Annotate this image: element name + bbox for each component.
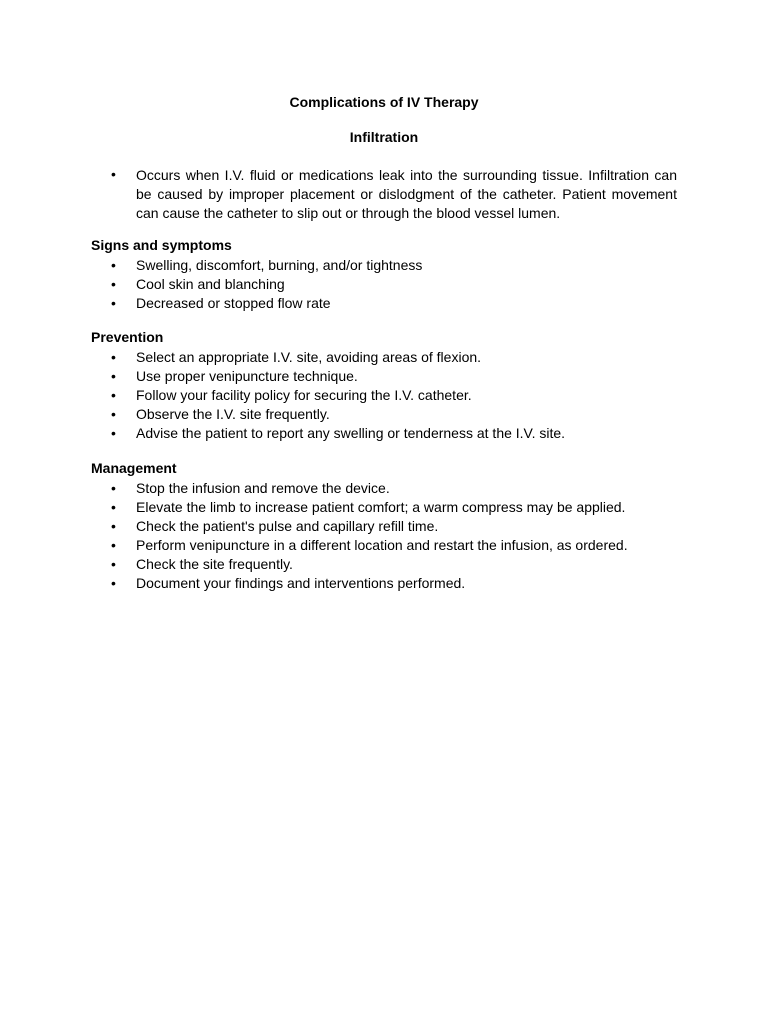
bullet-marker: • — [111, 349, 116, 365]
document-title: Complications of IV Therapy — [289, 94, 479, 110]
prevention-heading: Prevention — [91, 329, 164, 345]
bullet-marker: • — [111, 276, 116, 292]
list-item-text: Perform venipuncture in a different location and restart the infusion, as ordered. — [136, 537, 628, 553]
signs-heading: Signs and symptoms — [91, 237, 232, 253]
bullet-marker: • — [111, 480, 116, 496]
bullet-marker: • — [111, 387, 116, 403]
intro-text: Occurs when I.V. fluid or medications leak into the surrounding tissue. Infiltration can be caused by improper placement or dislodgment of the catheter. Patient movement can cause the catheter to slip out or through the blood vessel lumen. — [136, 167, 677, 221]
bullet-marker: • — [111, 406, 116, 422]
list-item-text: Use proper venipuncture technique. — [136, 368, 358, 384]
bullet-marker: • — [111, 425, 116, 441]
list-item-text: Observe the I.V. site frequently. — [136, 406, 330, 422]
list-item-text: Select an appropriate I.V. site, avoiding areas of flexion. — [136, 349, 482, 365]
bullet-marker: • — [111, 295, 116, 311]
list-item-text: Swelling, discomfort, burning, and/or tightness — [136, 257, 423, 273]
list-item-text: Document your findings and interventions performed. — [136, 575, 466, 591]
list-item-text: Stop the infusion and remove the device. — [136, 480, 390, 496]
bullet-marker: • — [111, 499, 116, 515]
bullet-marker: • — [111, 518, 116, 534]
list-item-text: Decreased or stopped flow rate — [136, 295, 331, 311]
list-item-text: Follow your facility policy for securing the I.V. catheter. — [136, 387, 472, 403]
management-heading: Management — [91, 460, 177, 476]
bullet-marker: • — [111, 368, 116, 384]
intro-bullet — [111, 166, 677, 223]
bullet-marker: • — [111, 556, 116, 572]
list-item-text: Cool skin and blanching — [136, 276, 285, 292]
bullet-marker: • — [111, 257, 116, 273]
list-item-text: Check the patient's pulse and capillary refill time. — [136, 518, 439, 534]
list-item-text: Elevate the limb to increase patient comfort; a warm compress may be applied. — [136, 499, 626, 515]
bullet-marker: • — [111, 575, 116, 591]
bullet-marker: • — [111, 537, 116, 553]
bullet-marker: • — [111, 166, 116, 182]
list-item-text: Check the site frequently. — [136, 556, 293, 572]
list-item-text: Advise the patient to report any swelling or tenderness at the I.V. site. — [136, 425, 566, 441]
section-title-infiltration: Infiltration — [349, 129, 419, 145]
